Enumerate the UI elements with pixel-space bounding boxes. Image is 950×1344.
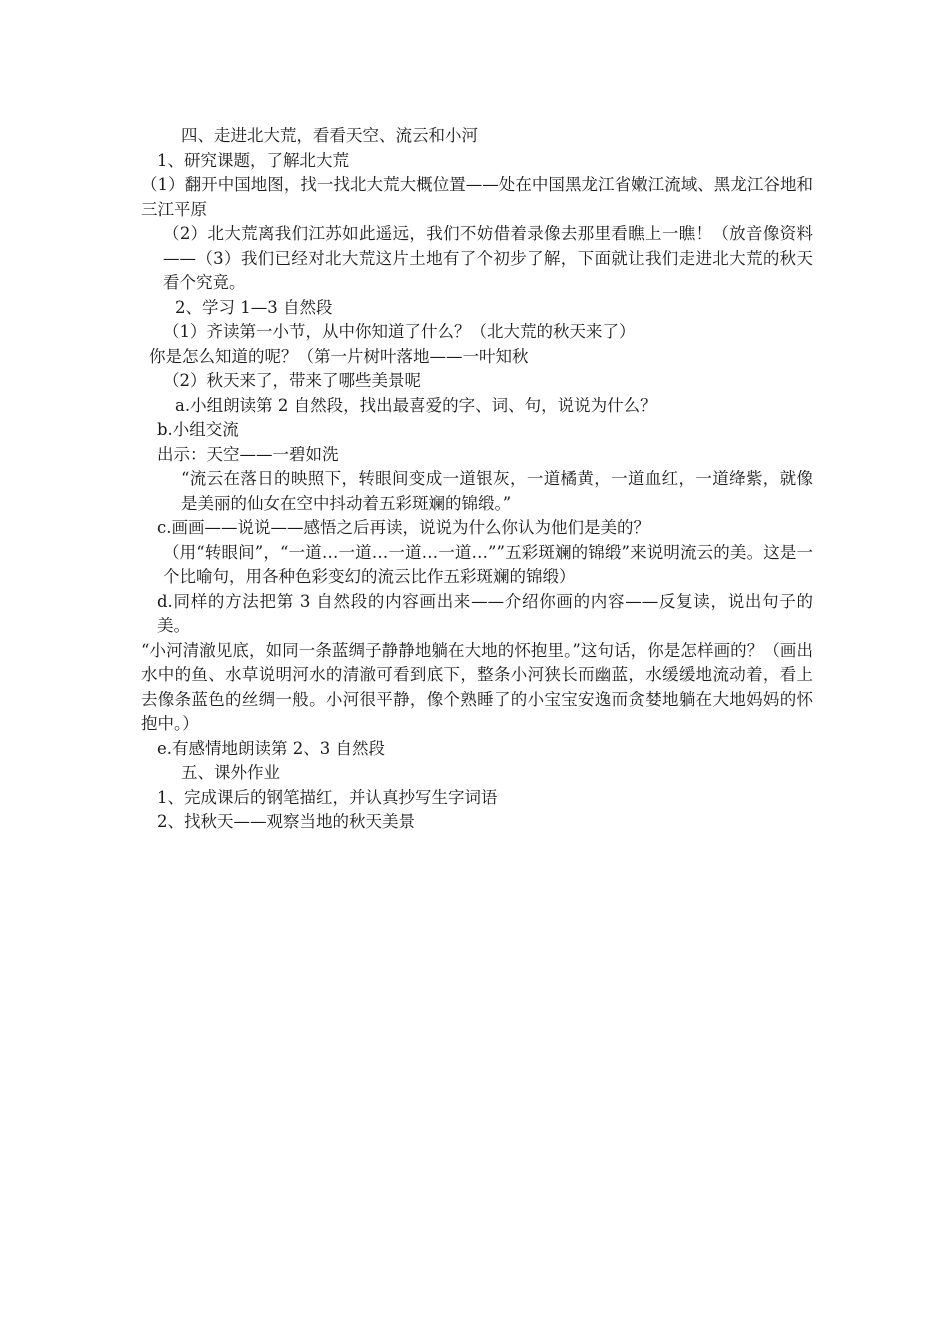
quote: “小河清澈见底，如同一条蓝绸子静静地躺在大地的怀抱里。”这句话，你是怎样画的？（画出水中的鱼、水草说明河水的清澈可看到底下，整条小河狭长而幽蓝，水缓缓地流动着，看上去像条蓝色的丝绸一般。小河很平静，像个熟睡了的小宝宝安逸而贪婪地躺在大地妈妈的怀抱中。） xyxy=(141,640,813,733)
list-item-a: a.小组朗读第 2 自然段，找出最喜爱的字、词、句，说说为什么？ xyxy=(175,395,657,415)
section-heading-5: 五、课外作业 xyxy=(181,763,280,782)
list-item-b: b.小组交流 xyxy=(157,420,239,439)
subheading-2: 2、学习 1—3 自然段 xyxy=(175,297,333,317)
homework-item: 1、完成课后的钢笔描红，并认真抄写生字词语 xyxy=(157,787,498,807)
section-heading-4: 四、走进北大荒，看看天空、流云和小河 xyxy=(181,126,478,145)
paragraph: （2）北大荒离我们江苏如此遥远，我们不妨借着录像去那里看瞧上一瞧！（放音像资料——（3）我们已经对北大荒这片土地有了个初步了解，下面就让我们走进北大荒的秋天看个究竟。 xyxy=(163,224,813,292)
paragraph: （1）齐读第一小节，从中你知道了什么？（北大荒的秋天来了） xyxy=(163,322,636,341)
homework-item: 2、找秋天——观察当地的秋天美景 xyxy=(157,812,415,831)
paragraph: 你是怎么知道的呢？（第一片树叶落地——一叶知秋 xyxy=(149,346,529,366)
list-item-d: d.同样的方法把第 3 自然段的内容画出来——介绍你画的内容——反复读，说出句子的美。 xyxy=(157,591,813,635)
list-item-c: c.画画——说说——感悟之后再读，说说为什么你认为他们是美的？ xyxy=(157,518,650,537)
subheading-1: 1、研究课题，了解北大荒 xyxy=(157,150,349,170)
paragraph: 出示：天空——一碧如洗 xyxy=(157,444,339,464)
quote: “流云在落日的映照下，转眼间变成一道银灰，一道橘黄，一道血红，一道绛紫，就像是美丽的仙女在空中抖动着五彩斑斓的锦缎。” xyxy=(181,469,813,513)
document-body xyxy=(141,124,813,835)
list-item-e: e.有感情地朗读第 2、3 自然段 xyxy=(157,738,385,758)
paragraph: （2）秋天来了，带来了哪些美景呢 xyxy=(163,371,421,390)
paragraph: （用“转眼间”，“一道…一道…一道…一道…””五彩斑斓的锦缎”来说明流云的美。这是一个比喻句，用各种色彩变幻的流云比作五彩斑斓的锦缎） xyxy=(163,542,813,586)
paragraph: （1）翻开中国地图，找一找北大荒大概位置——处在中国黑龙江省嫩江流域、黑龙江谷地和三江平原 xyxy=(141,175,813,219)
